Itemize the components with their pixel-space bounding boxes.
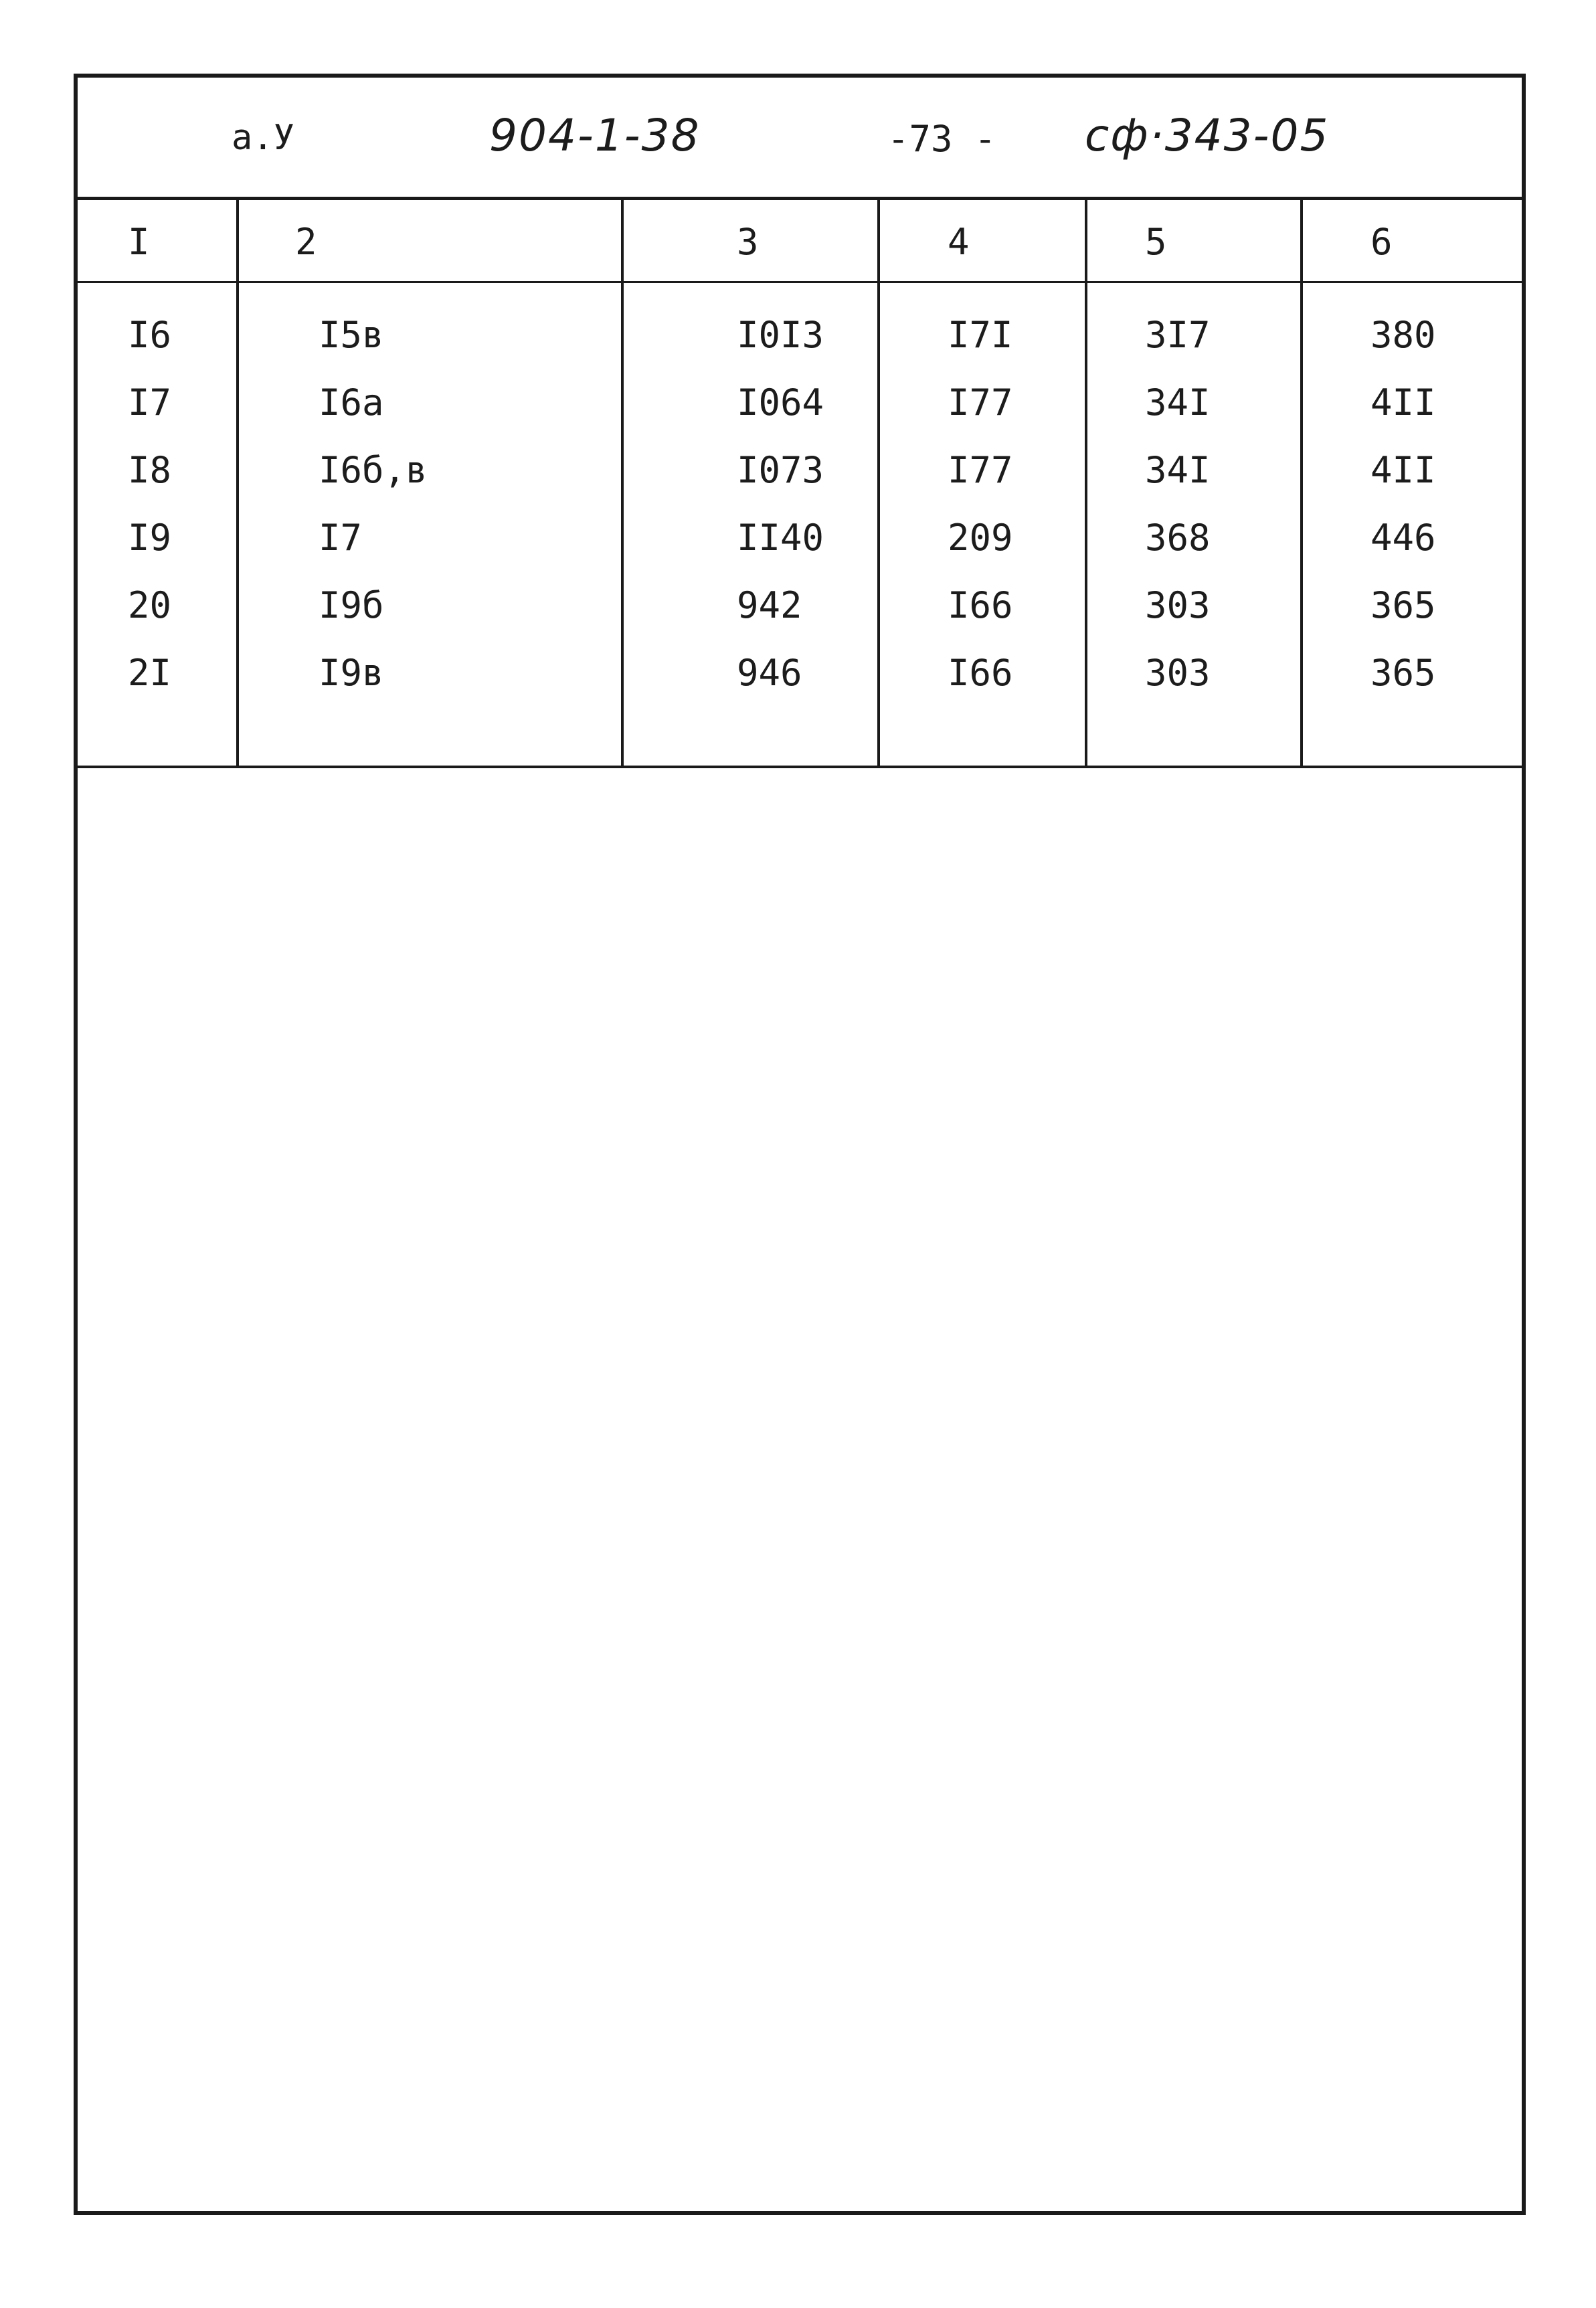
cell-col5: 3I7 [1145, 314, 1211, 356]
cell-col1: I7 [128, 381, 172, 424]
cell-col3: I064 [737, 381, 824, 424]
table-header-row [78, 197, 1522, 283]
cell-col6: 365 [1370, 584, 1436, 626]
cell-col2: I9б [319, 584, 384, 626]
header-label: а.У [232, 118, 294, 158]
cell-col1: I6 [128, 314, 172, 356]
column-header: 6 [1370, 221, 1393, 263]
column-header: 5 [1145, 221, 1167, 263]
cell-col3: I073 [737, 449, 824, 491]
cell-col1: I9 [128, 517, 172, 559]
cell-col6: 380 [1370, 314, 1436, 356]
cell-col6: 4II [1370, 381, 1436, 424]
table-row [78, 584, 1522, 651]
project-code: 904-1-38 [489, 110, 701, 161]
cell-col1: I8 [128, 449, 172, 491]
cell-col6: 4II [1370, 449, 1436, 491]
cell-col2: I7 [319, 517, 363, 559]
cell-col3: I0I3 [737, 314, 824, 356]
page-number: -73 - [887, 118, 996, 160]
cell-col1: 20 [128, 584, 172, 626]
cell-col2: I9в [319, 652, 384, 694]
cell-col5: 34I [1145, 449, 1211, 491]
sheet-code: сф·343-05 [1085, 110, 1330, 161]
cell-col2: I6б,в [319, 449, 428, 491]
cell-col5: 368 [1145, 517, 1211, 559]
cell-col3: 942 [737, 584, 802, 626]
table-row [78, 449, 1522, 516]
cell-col2: I5в [319, 314, 384, 356]
cell-col5: 303 [1145, 584, 1211, 626]
table-row [78, 314, 1522, 381]
cell-col2: I6а [319, 381, 384, 424]
data-table [78, 197, 1522, 768]
page-frame [74, 74, 1526, 2215]
cell-col3: II40 [737, 517, 824, 559]
table-row [78, 652, 1522, 719]
cell-col4: I7I [948, 314, 1013, 356]
column-header: I [128, 221, 150, 263]
column-header: 4 [948, 221, 970, 263]
cell-col5: 303 [1145, 652, 1211, 694]
cell-col4: I66 [948, 584, 1013, 626]
table-row [78, 381, 1522, 448]
cell-col6: 446 [1370, 517, 1436, 559]
cell-col4: I77 [948, 381, 1013, 424]
cell-col1: 2I [128, 652, 172, 694]
column-header: 2 [295, 221, 317, 263]
document-header [78, 78, 1522, 200]
cell-col5: 34I [1145, 381, 1211, 424]
column-header: 3 [737, 221, 759, 263]
cell-col4: 209 [948, 517, 1013, 559]
table-row [78, 517, 1522, 584]
cell-col3: 946 [737, 652, 802, 694]
cell-col4: I66 [948, 652, 1013, 694]
cell-col6: 365 [1370, 652, 1436, 694]
cell-col4: I77 [948, 449, 1013, 491]
